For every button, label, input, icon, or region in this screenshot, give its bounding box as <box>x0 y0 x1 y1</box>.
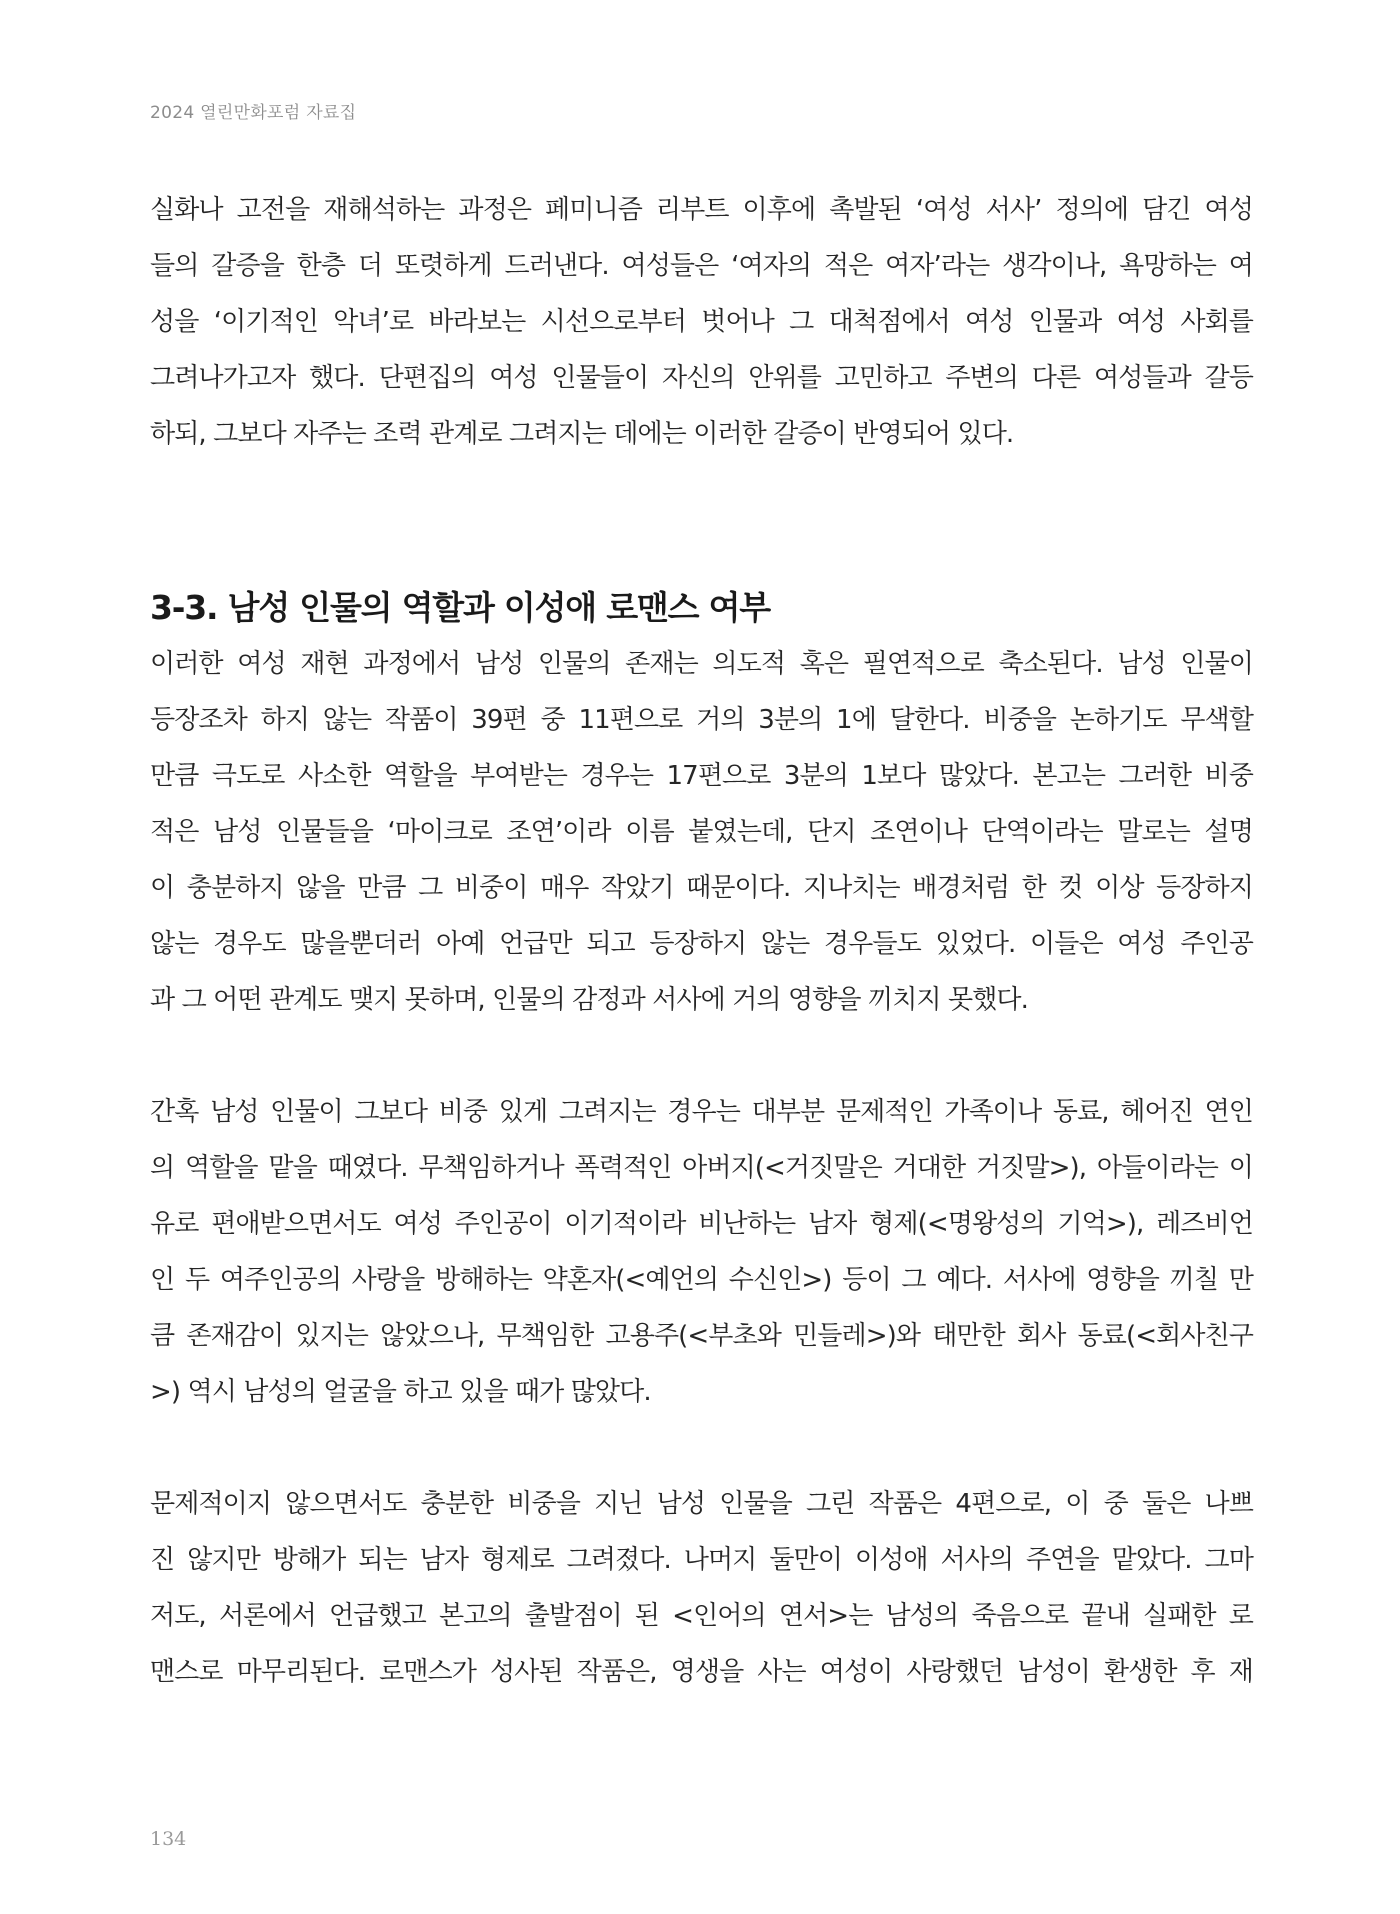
running-header: 2024 열린만화포럼 자료집 <box>150 103 357 123</box>
text-line: 과 그 어떤 관계도 맺지 못하며, 인물의 감정과 서사에 거의 영향을 끼치지 못했다. <box>150 985 1029 1015</box>
text-line: 인 두 여주인공의 사랑을 방해하는 약혼자(<예언의 수신인>) 등이 그 예다. 서사에 영향을 끼칠 만 <box>150 1265 1253 1295</box>
text-line: 그려나가고자 했다. 단편집의 여성 인물들이 자신의 안위를 고민하고 주변의 다른 여성들과 갈등 <box>150 363 1253 393</box>
paragraph-spacer <box>150 1420 1253 1476</box>
text-line: 맨스로 마무리된다. 로맨스가 성사된 작품은, 영생을 사는 여성이 사랑했던 남성이 환생한 후 재 <box>150 1657 1253 1687</box>
paragraph-male-presence <box>150 636 1253 1028</box>
text-line: 간혹 남성 인물이 그보다 비중 있게 그려지는 경우는 대부분 문제적인 가족이나 동료, 헤어진 연인 <box>150 1097 1253 1127</box>
paragraph-spacer <box>150 1028 1253 1084</box>
text-line: 큼 존재감이 있지는 않았으나, 무책임한 고용주(<부초와 민들레>)와 태만한 회사 동료(<회사친구 <box>150 1321 1253 1351</box>
page-number: 134 <box>150 1828 187 1850</box>
text-line: 이러한 여성 재현 과정에서 남성 인물의 존재는 의도적 혹은 필연적으로 축소된다. 남성 인물이 <box>150 649 1253 679</box>
text-line: 저도, 서론에서 언급했고 본고의 출발점이 된 <인어의 연서>는 남성의 죽음으로 끝내 실패한 로 <box>150 1601 1253 1631</box>
body-content <box>150 182 1253 1700</box>
section-spacer <box>150 462 1253 580</box>
text-line: 적은 남성 인물들을 ‘마이크로 조연’이라 이름 붙였는데, 단지 조연이나 단역이라는 말로는 설명 <box>150 817 1253 847</box>
text-line: 의 역할을 맡을 때였다. 무책임하거나 폭력적인 아버지(<거짓말은 거대한 거짓말>), 아들이라는 이 <box>150 1153 1253 1183</box>
text-line: 하되, 그보다 자주는 조력 관계로 그려지는 데에는 이러한 갈증이 반영되어 있다. <box>150 419 1014 449</box>
text-line: 들의 갈증을 한층 더 또렷하게 드러낸다. 여성들은 ‘여자의 적은 여자’라는 생각이나, 욕망하는 여 <box>150 251 1253 281</box>
text-line: 문제적이지 않으면서도 충분한 비중을 지닌 남성 인물을 그린 작품은 4편으로, 이 중 둘은 나쁘 <box>150 1489 1253 1519</box>
paragraph-intro-conclusion <box>150 182 1253 462</box>
text-line: 등장조차 하지 않는 작품이 39편 중 11편으로 거의 3분의 1에 달한다. 비중을 논하기도 무색할 <box>150 705 1253 735</box>
text-line: 성을 ‘이기적인 악녀’로 바라보는 시선으로부터 벗어나 그 대척점에서 여성 인물과 여성 사회를 <box>150 307 1253 337</box>
text-line: 않는 경우도 많을뿐더러 아예 언급만 되고 등장하지 않는 경우들도 있었다. 이들은 여성 주인공 <box>150 929 1253 959</box>
text-line: 유로 편애받으면서도 여성 주인공이 이기적이라 비난하는 남자 형제(<명왕성의 기억>), 레즈비언 <box>150 1209 1253 1239</box>
text-line: 이 충분하지 않을 만큼 그 비중이 매우 작았기 때문이다. 지나치는 배경처럼 한 컷 이상 등장하지 <box>150 873 1253 903</box>
paragraph-romance <box>150 1476 1253 1700</box>
text-line: 진 않지만 방해가 되는 남자 형제로 그려졌다. 나머지 둘만이 이성애 서사의 주연을 맡았다. 그마 <box>150 1545 1253 1575</box>
text-line: >) 역시 남성의 얼굴을 하고 있을 때가 많았다. <box>150 1377 651 1407</box>
section-heading: 3-3. 남성 인물의 역할과 이성애 로맨스 여부 <box>150 588 770 627</box>
text-line: 실화나 고전을 재해석하는 과정은 페미니즘 리부트 이후에 촉발된 ‘여성 서사’ 정의에 담긴 여성 <box>150 195 1253 225</box>
paragraph-problematic-roles <box>150 1084 1253 1420</box>
text-line: 만큼 극도로 사소한 역할을 부여받는 경우는 17편으로 3분의 1보다 많았다. 본고는 그러한 비중 <box>150 761 1253 791</box>
